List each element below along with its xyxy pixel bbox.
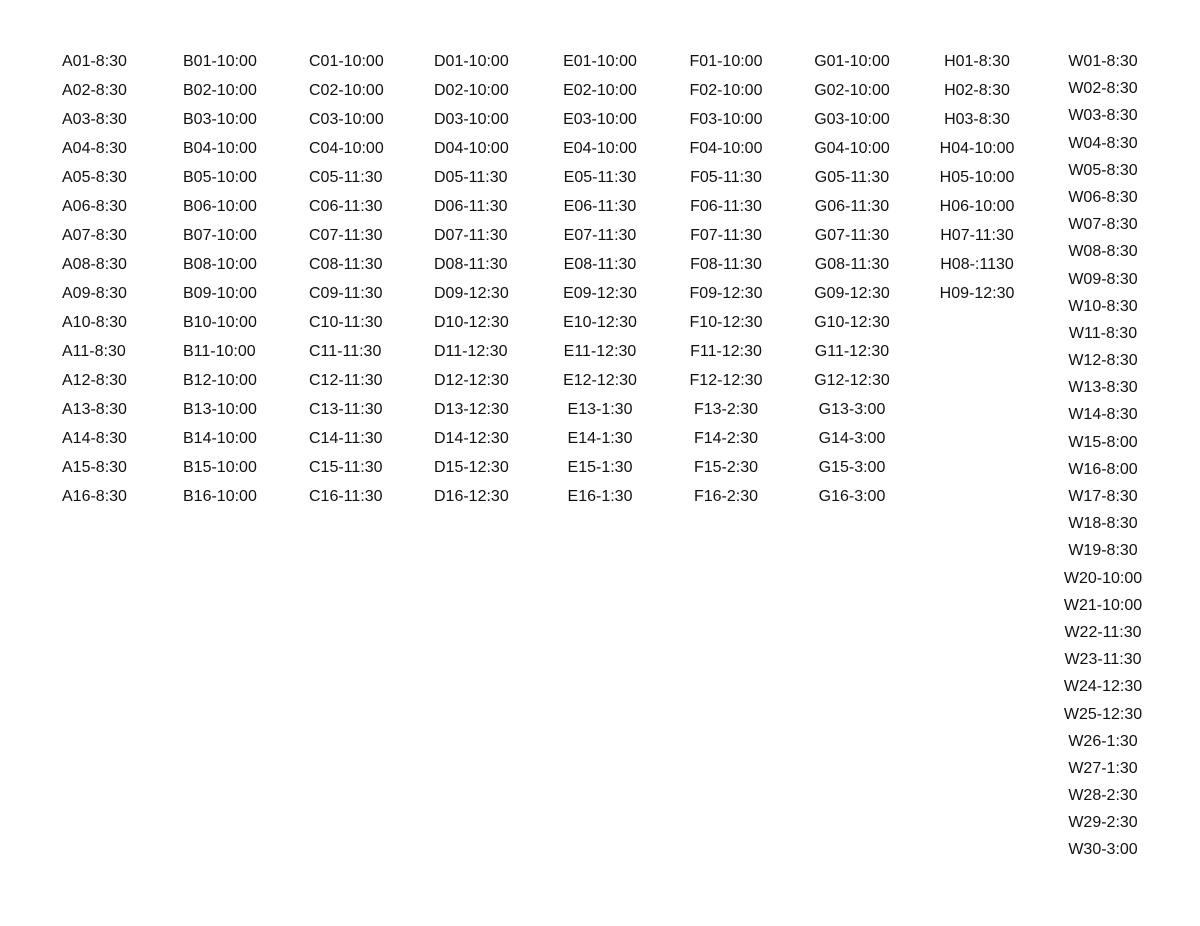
schedule-entry: W29-2:30 [1068,814,1138,832]
schedule-entry: D13-12:30 [434,401,509,418]
schedule-entry: W14-8:30 [1068,406,1138,424]
schedule-entry: A02-8:30 [62,82,127,99]
schedule-entry: F12-12:30 [689,372,763,389]
schedule-entry: C05-11:30 [309,169,383,186]
schedule-entry: C08-11:30 [309,256,383,273]
schedule-entry: F05-11:30 [690,169,762,186]
schedule-entry: G13-3:00 [818,401,886,418]
schedule-entry: G05-11:30 [814,169,890,186]
schedule-entry: F14-2:30 [693,430,759,447]
schedule-entry: E14-1:30 [567,430,633,447]
schedule-entry: W15-8:00 [1068,433,1138,451]
schedule-entry: G07-11:30 [814,227,890,244]
schedule-entry: E06-11:30 [563,198,637,215]
schedule-entry: E01-10:00 [563,53,637,70]
schedule-entry: G09-12:30 [814,285,890,302]
schedule-entry: W23-11:30 [1064,651,1142,669]
schedule-entry: C01-10:00 [309,53,384,70]
schedule-entry: A14-8:30 [62,430,127,447]
schedule-entry: F04-10:00 [689,140,763,157]
schedule-entry: E09-12:30 [563,285,637,302]
schedule-entry: E13-1:30 [567,401,633,418]
schedule-entry: G03-10:00 [814,111,890,128]
schedule-entry: W01-8:30 [1068,53,1138,70]
schedule-entry: W11-8:30 [1068,324,1138,342]
schedule-entry: C11-11:30 [309,343,382,360]
schedule-entry: H09-12:30 [939,285,1015,302]
schedule-entry: A16-8:30 [62,488,127,505]
schedule-entry: F01-10:00 [689,53,763,70]
schedule-entry: E11-12:30 [563,343,637,360]
column-e [540,52,660,516]
column-f [666,52,786,516]
schedule-entry: C04-10:00 [309,140,384,157]
schedule-entry: A09-8:30 [62,285,127,302]
schedule-entry: W16-8:00 [1068,460,1138,478]
schedule-entry: D03-10:00 [434,111,509,128]
schedule-entry: F15-2:30 [693,459,759,476]
schedule-entry: F07-11:30 [690,227,762,244]
schedule-entry: G02-10:00 [814,82,890,99]
schedule-entry: W10-8:30 [1068,297,1138,315]
schedule-entry: W03-8:30 [1068,107,1138,125]
schedule-entry: A08-8:30 [62,256,127,273]
column-w [1043,52,1163,868]
schedule-entry: D12-12:30 [434,372,509,389]
schedule-entry: A05-8:30 [62,169,127,186]
column-c [309,52,429,516]
schedule-entry: D01-10:00 [434,53,509,70]
schedule-entry: D14-12:30 [434,430,509,447]
schedule-entry: B15-10:00 [183,459,257,476]
schedule-entry: W27-1:30 [1068,759,1138,777]
schedule-entry: B05-10:00 [183,169,257,186]
schedule-entry: B01-10:00 [183,53,257,70]
schedule-entry: H02-8:30 [944,82,1010,99]
schedule-entry: G04-10:00 [814,140,890,157]
schedule-entry: F02-10:00 [689,82,763,99]
schedule-entry: A03-8:30 [62,111,127,128]
schedule-entry: C14-11:30 [309,430,383,447]
schedule-entry: G14-3:00 [818,430,886,447]
schedule-entry: G12-12:30 [814,372,890,389]
schedule-entry: D16-12:30 [434,488,509,505]
schedule-entry: B16-10:00 [183,488,257,505]
schedule-entry: D10-12:30 [434,314,509,331]
schedule-entry: B02-10:00 [183,82,257,99]
schedule-entry: W18-8:30 [1068,515,1138,533]
schedule-entry: D07-11:30 [434,227,508,244]
schedule-entry: C10-11:30 [309,314,383,331]
schedule-entry: C09-11:30 [309,285,383,302]
schedule-entry: C15-11:30 [309,459,383,476]
schedule-entry: F11-12:30 [690,343,762,360]
schedule-entry: W25-12:30 [1063,705,1143,723]
schedule-entry: W12-8:30 [1068,352,1138,370]
schedule-entry: E12-12:30 [563,372,637,389]
schedule-entry: G16-3:00 [818,488,886,505]
schedule-entry: A06-8:30 [62,198,127,215]
schedule-entry: W21-10:00 [1063,596,1143,614]
schedule-entry: B03-10:00 [183,111,257,128]
column-b [183,52,303,516]
schedule-entry: A13-8:30 [62,401,127,418]
schedule-entry: A07-8:30 [62,227,127,244]
schedule-entry: W28-2:30 [1068,787,1138,805]
schedule-entry: F03-10:00 [689,111,763,128]
schedule-entry: G11-12:30 [814,343,890,360]
schedule-entry: F08-11:30 [690,256,762,273]
schedule-entry: W07-8:30 [1068,216,1138,234]
schedule-entry: C07-11:30 [309,227,383,244]
schedule-entry: H06-10:00 [939,198,1015,215]
schedule-entry: F06-11:30 [690,198,762,215]
schedule-entry: D09-12:30 [434,285,509,302]
schedule-entry: B14-10:00 [183,430,257,447]
column-g [792,52,912,516]
schedule-entry: W20-10:00 [1063,569,1143,587]
schedule-entry: W19-8:30 [1068,542,1138,560]
schedule-entry: E02-10:00 [563,82,637,99]
schedule-entry: H04-10:00 [939,140,1015,157]
schedule-entry: W04-8:30 [1068,134,1138,152]
schedule-entry: D04-10:00 [434,140,509,157]
schedule-entry: D05-11:30 [434,169,508,186]
schedule-entry: G06-11:30 [814,198,890,215]
schedule-entry: A01-8:30 [62,53,127,70]
schedule-entry: B09-10:00 [183,285,257,302]
schedule-entry: D08-11:30 [434,256,508,273]
schedule-entry: B08-10:00 [183,256,257,273]
schedule-entry: B06-10:00 [183,198,257,215]
schedule-entry: G10-12:30 [814,314,890,331]
schedule-entry: F13-2:30 [693,401,759,418]
schedule-entry: W30-3:00 [1068,841,1138,859]
schedule-entry: B04-10:00 [183,140,257,157]
schedule-entry: E03-10:00 [563,111,637,128]
schedule-entry: C03-10:00 [309,111,384,128]
schedule-entry: D15-12:30 [434,459,509,476]
schedule-entry: C16-11:30 [309,488,383,505]
schedule-entry: D06-11:30 [434,198,508,215]
schedule-entry: E05-11:30 [563,169,637,186]
column-h [917,52,1037,313]
schedule-entry: B07-10:00 [183,227,257,244]
schedule-entry: E16-1:30 [567,488,633,505]
schedule-entry: W09-8:30 [1068,270,1138,288]
schedule-entry: E10-12:30 [563,314,637,331]
schedule-entry: C06-11:30 [309,198,383,215]
schedule-entry: W17-8:30 [1068,488,1138,505]
column-d [434,52,554,516]
schedule-entry: B13-10:00 [183,401,257,418]
schedule-entry: E15-1:30 [567,459,633,476]
schedule-entry: W13-8:30 [1068,379,1138,397]
schedule-entry: B12-10:00 [183,372,257,389]
schedule-entry: D11-12:30 [434,343,508,360]
schedule-entry: B10-10:00 [183,314,257,331]
schedule-entry: G08-11:30 [814,256,890,273]
schedule-entry: H08-:1130 [940,256,1014,273]
schedule-entry: W24-12:30 [1063,678,1143,696]
schedule-entry: W05-8:30 [1068,161,1138,179]
schedule-entry: C02-10:00 [309,82,384,99]
schedule-entry: A04-8:30 [62,140,127,157]
schedule-entry: G15-3:00 [818,459,886,476]
schedule-entry: C13-11:30 [309,401,383,418]
schedule-entry: C12-11:30 [309,372,383,389]
schedule-entry: H03-8:30 [944,111,1010,128]
schedule-entry: W08-8:30 [1068,243,1138,261]
schedule-entry: G01-10:00 [814,53,890,70]
column-a [62,52,182,516]
schedule-entry: W22-11:30 [1064,623,1142,641]
schedule-entry: B11-10:00 [183,343,256,360]
schedule-entry: H05-10:00 [939,169,1015,186]
schedule-entry: F09-12:30 [689,285,763,302]
schedule-entry: A12-8:30 [62,372,127,389]
schedule-entry: A11-8:30 [62,343,126,360]
schedule-entry: W06-8:30 [1068,188,1138,206]
schedule-entry: E08-11:30 [563,256,637,273]
schedule-entry: H01-8:30 [944,53,1010,70]
schedule-entry: W26-1:30 [1068,732,1138,750]
schedule-entry: H07-11:30 [940,227,1014,244]
schedule-entry: W02-8:30 [1068,80,1138,98]
schedule-entry: A10-8:30 [62,314,127,331]
schedule-entry: F10-12:30 [689,314,763,331]
schedule-entry: E07-11:30 [563,227,637,244]
schedule-entry: D02-10:00 [434,82,509,99]
schedule-entry: E04-10:00 [563,140,637,157]
schedule-entry: F16-2:30 [693,488,759,505]
schedule-entry: A15-8:30 [62,459,127,476]
